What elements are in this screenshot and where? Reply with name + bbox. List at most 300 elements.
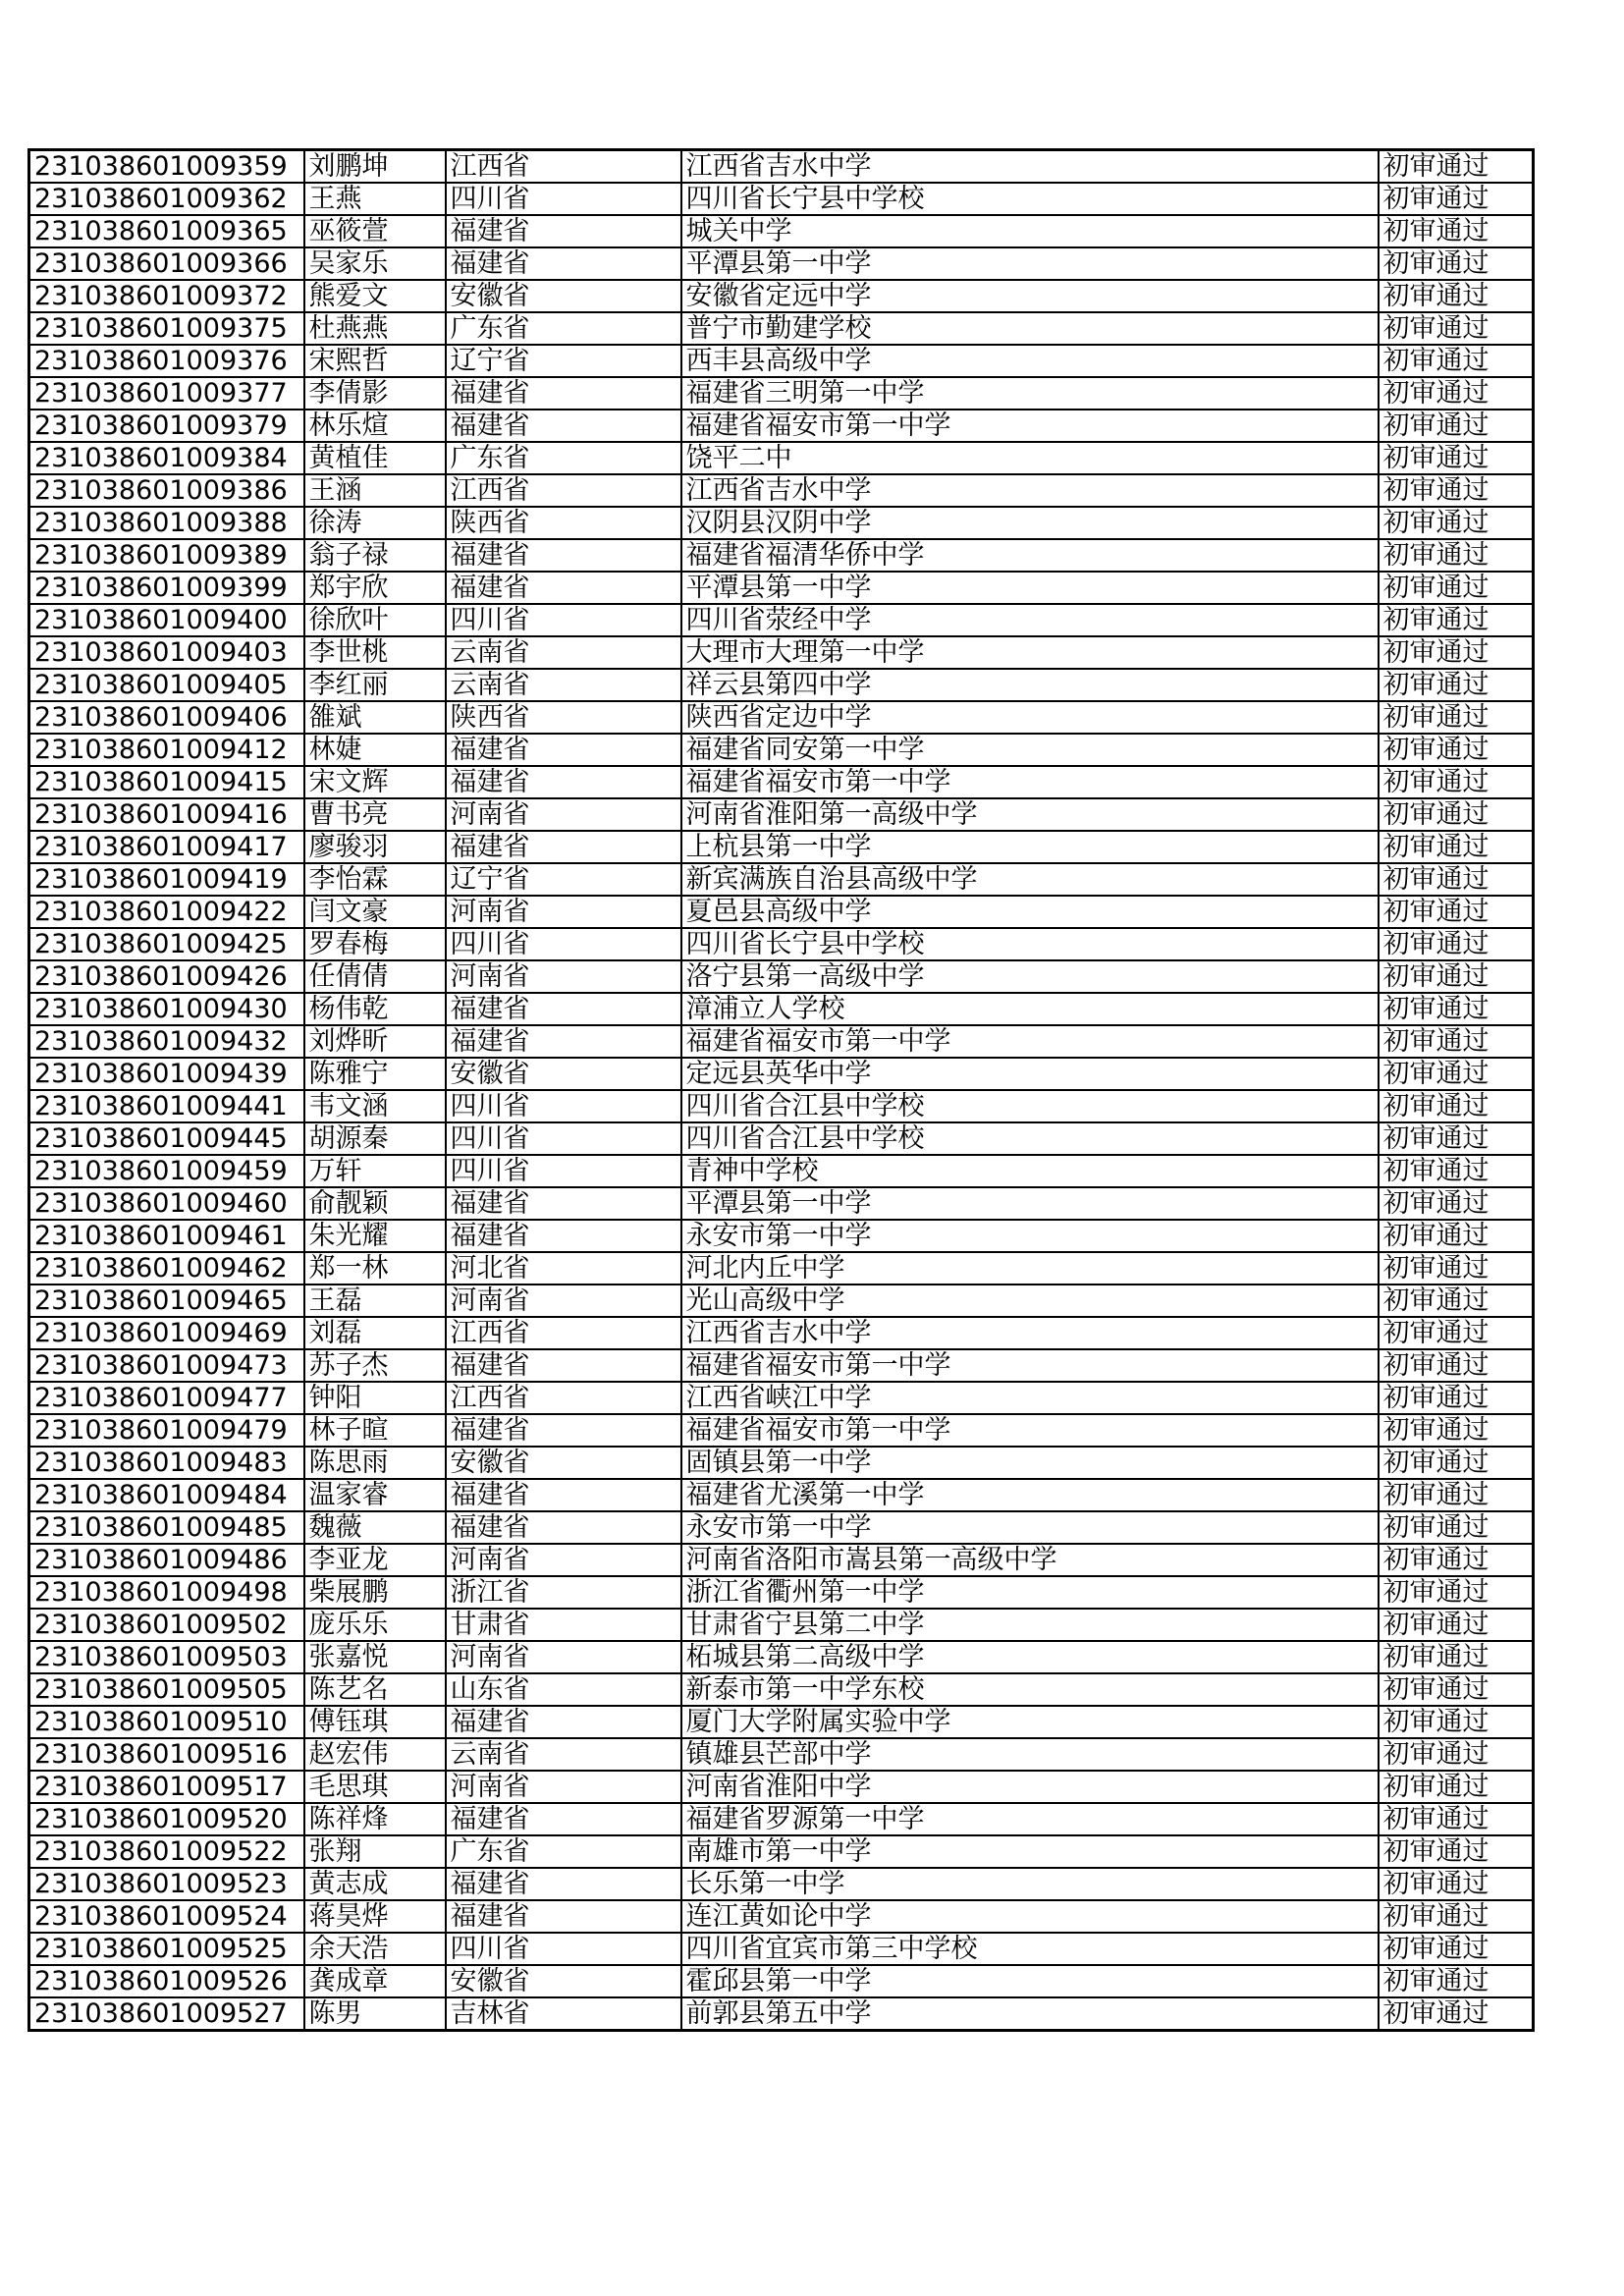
table-row <box>29 183 1534 215</box>
table-row <box>29 798 1534 831</box>
school-cell: 柘城县第二高级中学 <box>681 1641 1379 1673</box>
table-row <box>29 863 1534 896</box>
applicant-name-cell: 蒋昊烨 <box>304 1900 446 1933</box>
status-cell: 初审通过 <box>1379 1609 1534 1641</box>
applicant-name-cell: 龚成章 <box>304 1965 446 1997</box>
applicant-id-cell: 231038601009462 <box>29 1252 304 1285</box>
table-row <box>29 701 1534 734</box>
applicant-id-cell: 231038601009525 <box>29 1933 304 1965</box>
applicant-name-cell: 曹书亮 <box>304 798 446 831</box>
applicant-id-cell: 231038601009416 <box>29 798 304 831</box>
school-cell: 四川省合江县中学校 <box>681 1090 1379 1122</box>
table-row <box>29 150 1534 184</box>
applicant-id-cell: 231038601009366 <box>29 247 304 280</box>
table-row <box>29 215 1534 247</box>
applicant-name-cell: 杨伟乾 <box>304 993 446 1025</box>
school-cell: 平潭县第一中学 <box>681 572 1379 604</box>
applicant-id-cell: 231038601009477 <box>29 1382 304 1414</box>
school-cell: 定远县英华中学 <box>681 1058 1379 1090</box>
applicant-id-cell: 231038601009523 <box>29 1868 304 1900</box>
applicant-id-cell: 231038601009524 <box>29 1900 304 1933</box>
applicant-id-cell: 231038601009484 <box>29 1479 304 1511</box>
school-cell: 江西省吉水中学 <box>681 1317 1379 1349</box>
province-cell: 福建省 <box>446 1900 681 1933</box>
applicant-id-cell: 231038601009439 <box>29 1058 304 1090</box>
applicant-name-cell: 苏子杰 <box>304 1349 446 1382</box>
applicant-id-cell: 231038601009376 <box>29 345 304 377</box>
school-cell: 前郭县第五中学 <box>681 1997 1379 2031</box>
status-cell: 初审通过 <box>1379 1317 1534 1349</box>
applicant-id-cell: 231038601009503 <box>29 1641 304 1673</box>
school-cell: 城关中学 <box>681 215 1379 247</box>
status-cell: 初审通过 <box>1379 572 1534 604</box>
status-cell: 初审通过 <box>1379 1511 1534 1544</box>
province-cell: 福建省 <box>446 734 681 766</box>
table-row <box>29 1544 1534 1576</box>
applicant-id-cell: 231038601009399 <box>29 572 304 604</box>
province-cell: 河北省 <box>446 1252 681 1285</box>
applicant-id-cell: 231038601009386 <box>29 474 304 507</box>
applicant-name-cell: 林子暄 <box>304 1414 446 1447</box>
table-row <box>29 993 1534 1025</box>
status-cell: 初审通过 <box>1379 345 1534 377</box>
table-row <box>29 247 1534 280</box>
status-cell: 初审通过 <box>1379 1738 1534 1771</box>
applicant-name-cell: 吴家乐 <box>304 247 446 280</box>
status-cell: 初审通过 <box>1379 1447 1534 1479</box>
applicant-id-cell: 231038601009359 <box>29 150 304 184</box>
province-cell: 吉林省 <box>446 1997 681 2031</box>
applicant-id-cell: 231038601009459 <box>29 1155 304 1187</box>
province-cell: 福建省 <box>446 572 681 604</box>
province-cell: 山东省 <box>446 1673 681 1706</box>
province-cell: 浙江省 <box>446 1576 681 1609</box>
status-cell: 初审通过 <box>1379 1771 1534 1803</box>
province-cell: 河南省 <box>446 1771 681 1803</box>
status-cell: 初审通过 <box>1379 1058 1534 1090</box>
table-row <box>29 1609 1534 1641</box>
applicant-name-cell: 柴展鹏 <box>304 1576 446 1609</box>
province-cell: 四川省 <box>446 1933 681 1965</box>
applicant-id-cell: 231038601009379 <box>29 410 304 442</box>
applicant-name-cell: 李亚龙 <box>304 1544 446 1576</box>
applicant-id-cell: 231038601009400 <box>29 604 304 636</box>
status-cell: 初审通过 <box>1379 1544 1534 1576</box>
table-row <box>29 1835 1534 1868</box>
status-cell: 初审通过 <box>1379 1090 1534 1122</box>
table-row <box>29 1349 1534 1382</box>
school-cell: 陕西省定边中学 <box>681 701 1379 734</box>
province-cell: 广东省 <box>446 312 681 345</box>
school-cell: 河南省淮阳中学 <box>681 1771 1379 1803</box>
applicant-name-cell: 李红丽 <box>304 669 446 701</box>
province-cell: 四川省 <box>446 604 681 636</box>
status-cell: 初审通过 <box>1379 183 1534 215</box>
school-cell: 连江黄如论中学 <box>681 1900 1379 1933</box>
table-row <box>29 345 1534 377</box>
province-cell: 福建省 <box>446 377 681 410</box>
table-row <box>29 636 1534 669</box>
school-cell: 河南省淮阳第一高级中学 <box>681 798 1379 831</box>
applicant-name-cell: 陈男 <box>304 1997 446 2031</box>
province-cell: 河南省 <box>446 1544 681 1576</box>
applicant-name-cell: 廖骏羽 <box>304 831 446 863</box>
table-row <box>29 377 1534 410</box>
applicant-id-cell: 231038601009522 <box>29 1835 304 1868</box>
status-cell: 初审通过 <box>1379 1803 1534 1835</box>
table-row <box>29 280 1534 312</box>
applicant-id-cell: 231038601009384 <box>29 442 304 474</box>
applicant-name-cell: 杜燕燕 <box>304 312 446 345</box>
province-cell: 福建省 <box>446 1349 681 1382</box>
school-cell: 福建省罗源第一中学 <box>681 1803 1379 1835</box>
applicant-name-cell: 张嘉悦 <box>304 1641 446 1673</box>
applicant-name-cell: 刘鹏坤 <box>304 150 446 184</box>
province-cell: 福建省 <box>446 766 681 798</box>
applicant-name-cell: 任倩倩 <box>304 960 446 993</box>
applicant-id-cell: 231038601009505 <box>29 1673 304 1706</box>
status-cell: 初审通过 <box>1379 539 1534 572</box>
table-row <box>29 1155 1534 1187</box>
table-row <box>29 312 1534 345</box>
province-cell: 福建省 <box>446 1868 681 1900</box>
table-row <box>29 1771 1534 1803</box>
province-cell: 甘肃省 <box>446 1609 681 1641</box>
province-cell: 福建省 <box>446 1511 681 1544</box>
applicant-name-cell: 王燕 <box>304 183 446 215</box>
status-cell: 初审通过 <box>1379 734 1534 766</box>
applicant-name-cell: 李倩影 <box>304 377 446 410</box>
applicant-id-cell: 231038601009365 <box>29 215 304 247</box>
status-cell: 初审通过 <box>1379 377 1534 410</box>
school-cell: 福建省福安市第一中学 <box>681 410 1379 442</box>
table-row <box>29 1997 1534 2031</box>
applicant-id-cell: 231038601009389 <box>29 539 304 572</box>
school-cell: 福建省福安市第一中学 <box>681 1349 1379 1382</box>
status-cell: 初审通过 <box>1379 215 1534 247</box>
applicant-id-cell: 231038601009517 <box>29 1771 304 1803</box>
applicant-name-cell: 李怡霖 <box>304 863 446 896</box>
applicant-id-cell: 231038601009377 <box>29 377 304 410</box>
applicant-name-cell: 余天浩 <box>304 1933 446 1965</box>
status-cell: 初审通过 <box>1379 1900 1534 1933</box>
applicant-id-cell: 231038601009415 <box>29 766 304 798</box>
applicant-name-cell: 巫筱萱 <box>304 215 446 247</box>
school-cell: 福建省福安市第一中学 <box>681 1414 1379 1447</box>
province-cell: 河南省 <box>446 960 681 993</box>
province-cell: 福建省 <box>446 831 681 863</box>
table-row <box>29 1738 1534 1771</box>
applicant-name-cell: 李世桃 <box>304 636 446 669</box>
applicant-id-cell: 231038601009526 <box>29 1965 304 1997</box>
applicant-name-cell: 钟阳 <box>304 1382 446 1414</box>
province-cell: 福建省 <box>446 1187 681 1220</box>
school-cell: 固镇县第一中学 <box>681 1447 1379 1479</box>
table-row <box>29 1025 1534 1058</box>
applicant-name-cell: 熊爱文 <box>304 280 446 312</box>
applicant-id-cell: 231038601009485 <box>29 1511 304 1544</box>
applicant-id-cell: 231038601009510 <box>29 1706 304 1738</box>
table-row <box>29 1285 1534 1317</box>
province-cell: 福建省 <box>446 1220 681 1252</box>
applicant-id-cell: 231038601009469 <box>29 1317 304 1349</box>
province-cell: 辽宁省 <box>446 345 681 377</box>
province-cell: 陕西省 <box>446 507 681 539</box>
applicant-id-cell: 231038601009403 <box>29 636 304 669</box>
applicant-name-cell: 徐欣叶 <box>304 604 446 636</box>
province-cell: 福建省 <box>446 1803 681 1835</box>
school-cell: 西丰县高级中学 <box>681 345 1379 377</box>
applicant-id-cell: 231038601009479 <box>29 1414 304 1447</box>
school-cell: 镇雄县芒部中学 <box>681 1738 1379 1771</box>
province-cell: 河南省 <box>446 1285 681 1317</box>
status-cell: 初审通过 <box>1379 798 1534 831</box>
applicant-name-cell: 陈思雨 <box>304 1447 446 1479</box>
status-cell: 初审通过 <box>1379 669 1534 701</box>
applicant-name-cell: 翁子禄 <box>304 539 446 572</box>
applicant-name-cell: 闫文豪 <box>304 896 446 928</box>
table-row <box>29 1868 1534 1900</box>
status-cell: 初审通过 <box>1379 896 1534 928</box>
applicant-id-cell: 231038601009465 <box>29 1285 304 1317</box>
school-cell: 厦门大学附属实验中学 <box>681 1706 1379 1738</box>
applicant-id-cell: 231038601009406 <box>29 701 304 734</box>
applicant-id-cell: 231038601009362 <box>29 183 304 215</box>
applicant-id-cell: 231038601009426 <box>29 960 304 993</box>
table-row <box>29 896 1534 928</box>
province-cell: 安徽省 <box>446 280 681 312</box>
applicant-name-cell: 王涵 <box>304 474 446 507</box>
applicant-name-cell: 林乐煊 <box>304 410 446 442</box>
province-cell: 福建省 <box>446 410 681 442</box>
table-row <box>29 539 1534 572</box>
status-cell: 初审通过 <box>1379 1706 1534 1738</box>
applicant-name-cell: 陈艺名 <box>304 1673 446 1706</box>
school-cell: 福建省尤溪第一中学 <box>681 1479 1379 1511</box>
applicant-name-cell: 陈祥烽 <box>304 1803 446 1835</box>
school-cell: 普宁市勤建学校 <box>681 312 1379 345</box>
table-row <box>29 442 1534 474</box>
applicant-name-cell: 傅钰琪 <box>304 1706 446 1738</box>
applicant-id-cell: 231038601009432 <box>29 1025 304 1058</box>
applicant-name-cell: 陈雅宁 <box>304 1058 446 1090</box>
status-cell: 初审通过 <box>1379 1576 1534 1609</box>
school-cell: 永安市第一中学 <box>681 1511 1379 1544</box>
province-cell: 四川省 <box>446 928 681 960</box>
status-cell: 初审通过 <box>1379 1641 1534 1673</box>
applicant-name-cell: 宋文辉 <box>304 766 446 798</box>
status-cell: 初审通过 <box>1379 1673 1534 1706</box>
applicant-id-cell: 231038601009405 <box>29 669 304 701</box>
school-cell: 安徽省定远中学 <box>681 280 1379 312</box>
school-cell: 河北内丘中学 <box>681 1252 1379 1285</box>
province-cell: 福建省 <box>446 1025 681 1058</box>
applicant-name-cell: 郑一林 <box>304 1252 446 1285</box>
table-row <box>29 507 1534 539</box>
province-cell: 云南省 <box>446 669 681 701</box>
table-row <box>29 669 1534 701</box>
school-cell: 南雄市第一中学 <box>681 1835 1379 1868</box>
applicant-id-cell: 231038601009486 <box>29 1544 304 1576</box>
status-cell: 初审通过 <box>1379 1349 1534 1382</box>
school-cell: 四川省合江县中学校 <box>681 1122 1379 1155</box>
table-row <box>29 1252 1534 1285</box>
status-cell: 初审通过 <box>1379 474 1534 507</box>
table-row <box>29 928 1534 960</box>
status-cell: 初审通过 <box>1379 928 1534 960</box>
applicant-name-cell: 徐涛 <box>304 507 446 539</box>
school-cell: 四川省长宁县中学校 <box>681 183 1379 215</box>
status-cell: 初审通过 <box>1379 636 1534 669</box>
school-cell: 河南省洛阳市嵩县第一高级中学 <box>681 1544 1379 1576</box>
table-row <box>29 1673 1534 1706</box>
status-cell: 初审通过 <box>1379 280 1534 312</box>
status-cell: 初审通过 <box>1379 1155 1534 1187</box>
applicant-id-cell: 231038601009430 <box>29 993 304 1025</box>
school-cell: 福建省福清华侨中学 <box>681 539 1379 572</box>
status-cell: 初审通过 <box>1379 831 1534 863</box>
status-cell: 初审通过 <box>1379 442 1534 474</box>
school-cell: 光山高级中学 <box>681 1285 1379 1317</box>
status-cell: 初审通过 <box>1379 766 1534 798</box>
status-cell: 初审通过 <box>1379 1122 1534 1155</box>
school-cell: 福建省福安市第一中学 <box>681 1025 1379 1058</box>
school-cell: 福建省三明第一中学 <box>681 377 1379 410</box>
table-row <box>29 410 1534 442</box>
applicant-id-cell: 231038601009375 <box>29 312 304 345</box>
province-cell: 广东省 <box>446 1835 681 1868</box>
applicant-name-cell: 刘磊 <box>304 1317 446 1349</box>
province-cell: 福建省 <box>446 215 681 247</box>
province-cell: 福建省 <box>446 1706 681 1738</box>
status-cell: 初审通过 <box>1379 150 1534 184</box>
applicant-id-cell: 231038601009412 <box>29 734 304 766</box>
school-cell: 大理市大理第一中学 <box>681 636 1379 669</box>
province-cell: 安徽省 <box>446 1058 681 1090</box>
applicant-name-cell: 魏薇 <box>304 1511 446 1544</box>
province-cell: 福建省 <box>446 539 681 572</box>
province-cell: 江西省 <box>446 474 681 507</box>
school-cell: 平潭县第一中学 <box>681 247 1379 280</box>
school-cell: 长乐第一中学 <box>681 1868 1379 1900</box>
province-cell: 安徽省 <box>446 1447 681 1479</box>
school-cell: 四川省长宁县中学校 <box>681 928 1379 960</box>
applicant-name-cell: 朱光耀 <box>304 1220 446 1252</box>
applicant-id-cell: 231038601009372 <box>29 280 304 312</box>
table-row <box>29 1187 1534 1220</box>
status-cell: 初审通过 <box>1379 1220 1534 1252</box>
applicant-name-cell: 张翔 <box>304 1835 446 1868</box>
applicant-name-cell: 雒斌 <box>304 701 446 734</box>
applicant-table-body <box>29 150 1534 2031</box>
province-cell: 广东省 <box>446 442 681 474</box>
province-cell: 福建省 <box>446 993 681 1025</box>
applicant-id-cell: 231038601009417 <box>29 831 304 863</box>
school-cell: 汉阴县汉阴中学 <box>681 507 1379 539</box>
status-cell: 初审通过 <box>1379 1933 1534 1965</box>
applicant-id-cell: 231038601009425 <box>29 928 304 960</box>
applicant-id-cell: 231038601009445 <box>29 1122 304 1155</box>
province-cell: 河南省 <box>446 1641 681 1673</box>
province-cell: 四川省 <box>446 183 681 215</box>
school-cell: 永安市第一中学 <box>681 1220 1379 1252</box>
table-row <box>29 1933 1534 1965</box>
applicant-id-cell: 231038601009483 <box>29 1447 304 1479</box>
applicant-name-cell: 刘烨昕 <box>304 1025 446 1058</box>
school-cell: 江西省吉水中学 <box>681 474 1379 507</box>
school-cell: 新宾满族自治县高级中学 <box>681 863 1379 896</box>
applicant-id-cell: 231038601009419 <box>29 863 304 896</box>
province-cell: 四川省 <box>446 1122 681 1155</box>
school-cell: 甘肃省宁县第二中学 <box>681 1609 1379 1641</box>
table-row <box>29 1058 1534 1090</box>
table-row <box>29 1479 1534 1511</box>
province-cell: 陕西省 <box>446 701 681 734</box>
table-row <box>29 766 1534 798</box>
status-cell: 初审通过 <box>1379 863 1534 896</box>
applicant-name-cell: 胡源秦 <box>304 1122 446 1155</box>
province-cell: 河南省 <box>446 896 681 928</box>
status-cell: 初审通过 <box>1379 1285 1534 1317</box>
applicant-name-cell: 毛思琪 <box>304 1771 446 1803</box>
province-cell: 福建省 <box>446 1479 681 1511</box>
table-row <box>29 1122 1534 1155</box>
table-row <box>29 1414 1534 1447</box>
table-row <box>29 734 1534 766</box>
province-cell: 安徽省 <box>446 1965 681 1997</box>
status-cell: 初审通过 <box>1379 1252 1534 1285</box>
applicant-id-cell: 231038601009498 <box>29 1576 304 1609</box>
status-cell: 初审通过 <box>1379 1868 1534 1900</box>
applicant-id-cell: 231038601009441 <box>29 1090 304 1122</box>
school-cell: 漳浦立人学校 <box>681 993 1379 1025</box>
school-cell: 青神中学校 <box>681 1155 1379 1187</box>
status-cell: 初审通过 <box>1379 1025 1534 1058</box>
status-cell: 初审通过 <box>1379 701 1534 734</box>
status-cell: 初审通过 <box>1379 1835 1534 1868</box>
applicant-id-cell: 231038601009422 <box>29 896 304 928</box>
table-row <box>29 1803 1534 1835</box>
table-row <box>29 474 1534 507</box>
status-cell: 初审通过 <box>1379 1187 1534 1220</box>
table-row <box>29 960 1534 993</box>
applicant-name-cell: 宋熙哲 <box>304 345 446 377</box>
applicant-id-cell: 231038601009461 <box>29 1220 304 1252</box>
school-cell: 江西省峡江中学 <box>681 1382 1379 1414</box>
province-cell: 江西省 <box>446 1317 681 1349</box>
table-row <box>29 1220 1534 1252</box>
applicant-id-cell: 231038601009520 <box>29 1803 304 1835</box>
applicant-name-cell: 俞靓颖 <box>304 1187 446 1220</box>
status-cell: 初审通过 <box>1379 1479 1534 1511</box>
status-cell: 初审通过 <box>1379 1965 1534 1997</box>
applicant-name-cell: 庞乐乐 <box>304 1609 446 1641</box>
status-cell: 初审通过 <box>1379 960 1534 993</box>
school-cell: 四川省荥经中学 <box>681 604 1379 636</box>
applicant-name-cell: 罗春梅 <box>304 928 446 960</box>
table-row <box>29 1511 1534 1544</box>
applicant-id-cell: 231038601009473 <box>29 1349 304 1382</box>
table-row <box>29 1900 1534 1933</box>
applicant-id-cell: 231038601009388 <box>29 507 304 539</box>
school-cell: 浙江省衢州第一中学 <box>681 1576 1379 1609</box>
applicant-name-cell: 王磊 <box>304 1285 446 1317</box>
applicant-id-cell: 231038601009516 <box>29 1738 304 1771</box>
province-cell: 四川省 <box>446 1090 681 1122</box>
status-cell: 初审通过 <box>1379 507 1534 539</box>
province-cell: 江西省 <box>446 150 681 184</box>
school-cell: 四川省宜宾市第三中学校 <box>681 1933 1379 1965</box>
